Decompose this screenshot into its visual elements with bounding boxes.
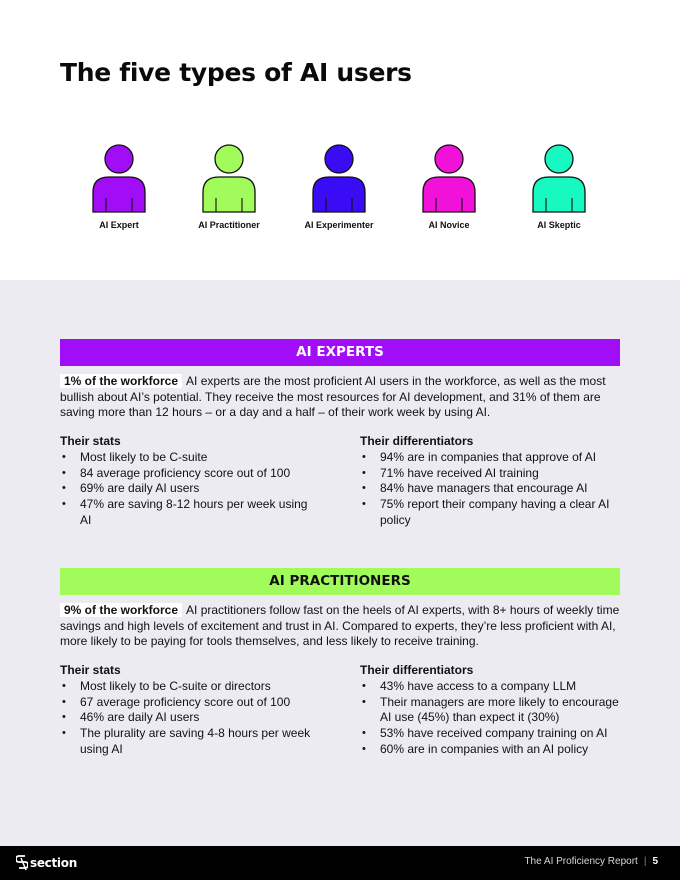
list-item: • 84% have managers that encourage AI [360,481,630,497]
persona-label: AI Practitioner [198,220,260,230]
practitioners-stats [60,663,320,757]
persona-label: AI Novice [428,220,470,230]
page-footer [0,846,680,880]
persona-ai-skeptic [504,144,614,230]
list-item: • 69% are daily AI users [60,481,320,497]
experts-intro [60,374,620,421]
experts-columns [60,434,620,534]
list-item: • 53% have received company training on AI [360,726,630,742]
report-title: The AI Proficiency Report [524,856,638,867]
list-item: • 46% are daily AI users [60,710,320,726]
persona-ai-practitioner [174,144,284,230]
page-number: 5 [652,856,658,867]
person-icon [311,144,367,214]
list-item: • Their managers are more likely to encourage AI use (45%) than expect it (30%) [360,695,630,726]
report-info [524,856,658,867]
list-item: • 60% are in companies with an AI policy [360,742,630,758]
workforce-share-tag: 1% of the workforce [60,374,182,388]
list-item: • 84 average proficiency score out of 100 [60,466,320,482]
stats-list [60,679,320,758]
practitioners-columns [60,663,620,763]
list-item: • Most likely to be C-suite [60,450,320,466]
section-logo-icon [16,855,28,871]
persona-row [64,144,624,244]
section-logo [16,855,77,871]
practitioners-intro-text: AI practitioners follow fast on the heels of AI experts, with 8+ hours of weekly time savings and high levels of excitement and trust in AI. Compared to experts, they’re less proficient with AI, more likely to be paying for tools themselves, and less likely to receive training. [60,603,620,649]
differentiators-list [360,679,630,758]
practitioners-section [60,568,620,763]
differentiators-heading: Their differentiators [360,434,474,449]
list-item: • 71% have received AI training [360,466,630,482]
experts-banner: AI EXPERTS [60,339,620,366]
persona-ai-novice [394,144,504,230]
persona-label: AI Skeptic [537,220,581,230]
stats-list [60,450,320,529]
persona-label: AI Expert [99,220,139,230]
list-item: • The plurality are saving 4-8 hours per week using AI [60,726,320,757]
workforce-share-tag: 9% of the workforce [60,603,182,617]
differentiators-heading: Their differentiators [360,663,474,678]
experts-differentiators [360,434,630,528]
page-title: The five types of AI users [60,58,412,87]
experts-intro-text: AI experts are the most proficient AI users in the workforce, as well as the most bullish about AI’s potential. They receive the most resources for AI development, and 31% of them are saving more than 12 hours – or a day and a half – of their work week by using AI. [60,374,606,420]
footer-separator: | [643,856,647,867]
list-item: • Most likely to be C-suite or directors [60,679,320,695]
list-item: • 94% are in companies that approve of AI [360,450,630,466]
practitioners-intro [60,603,620,650]
person-icon [421,144,477,214]
list-item: • 47% are saving 8-12 hours per week using AI [60,497,320,528]
logo-text: section [30,856,77,870]
persona-ai-expert [64,144,174,230]
practitioners-differentiators [360,663,630,757]
experts-section [60,339,620,534]
stats-heading: Their stats [60,434,121,449]
list-item: • 75% report their company having a clear AI policy [360,497,630,528]
person-icon [201,144,257,214]
practitioners-banner: AI PRACTITIONERS [60,568,620,595]
content-area [0,280,680,846]
persona-ai-experimenter [284,144,394,230]
persona-label: AI Experimenter [304,220,374,230]
differentiators-list [360,450,630,529]
list-item: • 43% have access to a company LLM [360,679,630,695]
experts-stats [60,434,320,528]
person-icon [91,144,147,214]
list-item: • 67 average proficiency score out of 100 [60,695,320,711]
header-area [0,0,680,280]
person-icon [531,144,587,214]
stats-heading: Their stats [60,663,121,678]
